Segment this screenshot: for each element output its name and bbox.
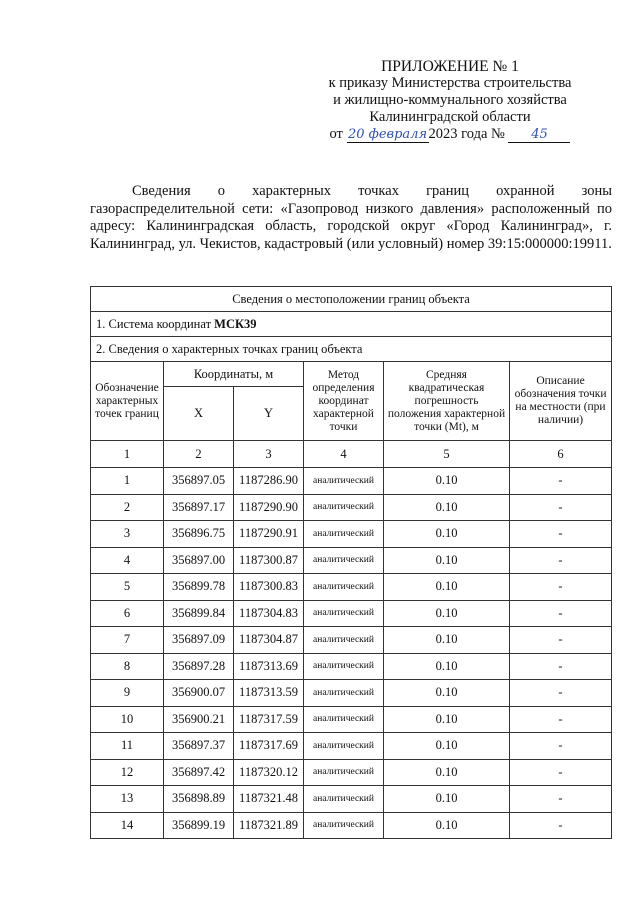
point-number: 6 xyxy=(91,600,164,627)
error-cell: 0.10 xyxy=(384,653,510,680)
description-cell: - xyxy=(510,706,612,733)
coordinate-system-value: МСК39 xyxy=(214,316,257,331)
column-number: 5 xyxy=(384,441,510,468)
point-number: 13 xyxy=(91,786,164,813)
coordinate-system-row xyxy=(91,312,612,337)
error-cell: 0.10 xyxy=(384,521,510,548)
error-cell: 0.10 xyxy=(384,494,510,521)
header-point-designation: Обозначение характерных точек границ xyxy=(91,362,164,441)
coord-x: 356897.00 xyxy=(164,547,234,574)
description-cell: - xyxy=(510,547,612,574)
year-text: 2023 года № xyxy=(428,126,505,142)
coord-y: 1187321.89 xyxy=(234,812,304,839)
header-description: Описание обозначения точки на местности (при наличии) xyxy=(510,362,612,441)
method-cell: аналитический xyxy=(304,521,384,548)
intro-paragraph: Сведения о характерных точках границ охранной зоны газораспределительной сети: «Газопровод низкого давления» расположенный по адресу: Калининградская область, городской округ «Город Калининград», г. Калининград, ул. Чекистов, кадастровый (или условный) номер 39:15:000000:19911. xyxy=(90,183,612,252)
coord-x: 356897.28 xyxy=(164,653,234,680)
description-cell: - xyxy=(510,521,612,548)
method-cell: аналитический xyxy=(304,759,384,786)
section-2-title: 2. Сведения о характерных точках границ объекта xyxy=(91,337,612,362)
error-cell: 0.10 xyxy=(384,547,510,574)
method-cell: аналитический xyxy=(304,600,384,627)
error-cell: 0.10 xyxy=(384,759,510,786)
description-cell: - xyxy=(510,574,612,601)
description-cell: - xyxy=(510,759,612,786)
coord-x: 356897.17 xyxy=(164,494,234,521)
coord-y: 1187317.69 xyxy=(234,733,304,760)
method-cell: аналитический xyxy=(304,653,384,680)
point-number: 10 xyxy=(91,706,164,733)
coord-x: 356899.84 xyxy=(164,600,234,627)
error-cell: 0.10 xyxy=(384,680,510,707)
coord-x: 356900.07 xyxy=(164,680,234,707)
point-number: 3 xyxy=(91,521,164,548)
method-cell: аналитический xyxy=(304,733,384,760)
coord-y: 1187304.83 xyxy=(234,600,304,627)
method-cell: аналитический xyxy=(304,786,384,813)
description-cell: - xyxy=(510,812,612,839)
point-number: 5 xyxy=(91,574,164,601)
column-number-row xyxy=(91,441,612,468)
coord-y: 1187320.12 xyxy=(234,759,304,786)
column-number: 6 xyxy=(510,441,612,468)
from-label: от xyxy=(329,126,343,142)
order-line-1: к приказу Министерства строительства xyxy=(328,75,572,91)
table-row xyxy=(91,680,612,707)
table-row xyxy=(91,759,612,786)
coord-x: 356900.21 xyxy=(164,706,234,733)
table-row xyxy=(91,494,612,521)
column-number: 1 xyxy=(91,441,164,468)
coordinate-system-label: 1. Система координат xyxy=(96,316,215,331)
method-cell: аналитический xyxy=(304,706,384,733)
point-number: 8 xyxy=(91,653,164,680)
method-cell: аналитический xyxy=(304,574,384,601)
point-number: 11 xyxy=(91,733,164,760)
point-number: 12 xyxy=(91,759,164,786)
appendix-title: ПРИЛОЖЕНИЕ № 1 xyxy=(381,58,519,75)
header-mean-error: Средняя квадратическая погрешность положения характерной точки (Mt), м xyxy=(384,362,510,441)
coord-x: 356896.75 xyxy=(164,521,234,548)
table-row xyxy=(91,521,612,548)
column-number: 4 xyxy=(304,441,384,468)
error-cell: 0.10 xyxy=(384,600,510,627)
point-number: 1 xyxy=(91,468,164,495)
coord-y: 1187300.83 xyxy=(234,574,304,601)
point-number: 2 xyxy=(91,494,164,521)
description-cell: - xyxy=(510,653,612,680)
column-number: 2 xyxy=(164,441,234,468)
point-number: 7 xyxy=(91,627,164,654)
error-cell: 0.10 xyxy=(384,786,510,813)
error-cell: 0.10 xyxy=(384,706,510,733)
column-number: 3 xyxy=(234,441,304,468)
error-cell: 0.10 xyxy=(384,468,510,495)
document-header xyxy=(300,58,600,143)
header-coordinates: Координаты, м xyxy=(164,362,304,387)
handwritten-date: 20 февраля xyxy=(347,127,428,142)
table-row xyxy=(91,547,612,574)
coord-y: 1187290.91 xyxy=(234,521,304,548)
table-row xyxy=(91,627,612,654)
table-row xyxy=(91,812,612,839)
table-row xyxy=(91,468,612,495)
coord-x: 356897.09 xyxy=(164,627,234,654)
error-cell: 0.10 xyxy=(384,812,510,839)
description-cell: - xyxy=(510,786,612,813)
order-line-2: и жилищно-коммунального хозяйства xyxy=(333,92,567,108)
coord-x: 356897.05 xyxy=(164,468,234,495)
point-number: 14 xyxy=(91,812,164,839)
coord-y: 1187321.48 xyxy=(234,786,304,813)
coord-y: 1187290.90 xyxy=(234,494,304,521)
description-cell: - xyxy=(510,468,612,495)
order-line-3: Калининградской области xyxy=(369,109,531,125)
coord-y: 1187313.59 xyxy=(234,680,304,707)
description-cell: - xyxy=(510,600,612,627)
method-cell: аналитический xyxy=(304,680,384,707)
handwritten-number: 45 xyxy=(508,128,570,143)
point-number: 9 xyxy=(91,680,164,707)
table-row xyxy=(91,653,612,680)
method-cell: аналитический xyxy=(304,494,384,521)
header-y: Y xyxy=(234,387,304,441)
table-row xyxy=(91,786,612,813)
order-date-line xyxy=(300,126,600,143)
error-cell: 0.10 xyxy=(384,574,510,601)
coord-y: 1187286.90 xyxy=(234,468,304,495)
coord-x: 356897.42 xyxy=(164,759,234,786)
coord-x: 356897.37 xyxy=(164,733,234,760)
coord-y: 1187304.87 xyxy=(234,627,304,654)
table-row xyxy=(91,706,612,733)
point-number: 4 xyxy=(91,547,164,574)
boundary-points-table xyxy=(90,286,612,839)
description-cell: - xyxy=(510,494,612,521)
coord-y: 1187313.69 xyxy=(234,653,304,680)
description-cell: - xyxy=(510,680,612,707)
table-row xyxy=(91,574,612,601)
header-x: X xyxy=(164,387,234,441)
method-cell: аналитический xyxy=(304,812,384,839)
method-cell: аналитический xyxy=(304,547,384,574)
error-cell: 0.10 xyxy=(384,627,510,654)
error-cell: 0.10 xyxy=(384,733,510,760)
coord-y: 1187317.59 xyxy=(234,706,304,733)
coord-y: 1187300.87 xyxy=(234,547,304,574)
header-method: Метод определения координат характерной точки xyxy=(304,362,384,441)
description-cell: - xyxy=(510,733,612,760)
coord-x: 356899.19 xyxy=(164,812,234,839)
method-cell: аналитический xyxy=(304,468,384,495)
description-cell: - xyxy=(510,627,612,654)
table-row xyxy=(91,733,612,760)
table-title: Сведения о местоположении границ объекта xyxy=(91,287,612,312)
table-row xyxy=(91,600,612,627)
method-cell: аналитический xyxy=(304,627,384,654)
coord-x: 356899.78 xyxy=(164,574,234,601)
coord-x: 356898.89 xyxy=(164,786,234,813)
